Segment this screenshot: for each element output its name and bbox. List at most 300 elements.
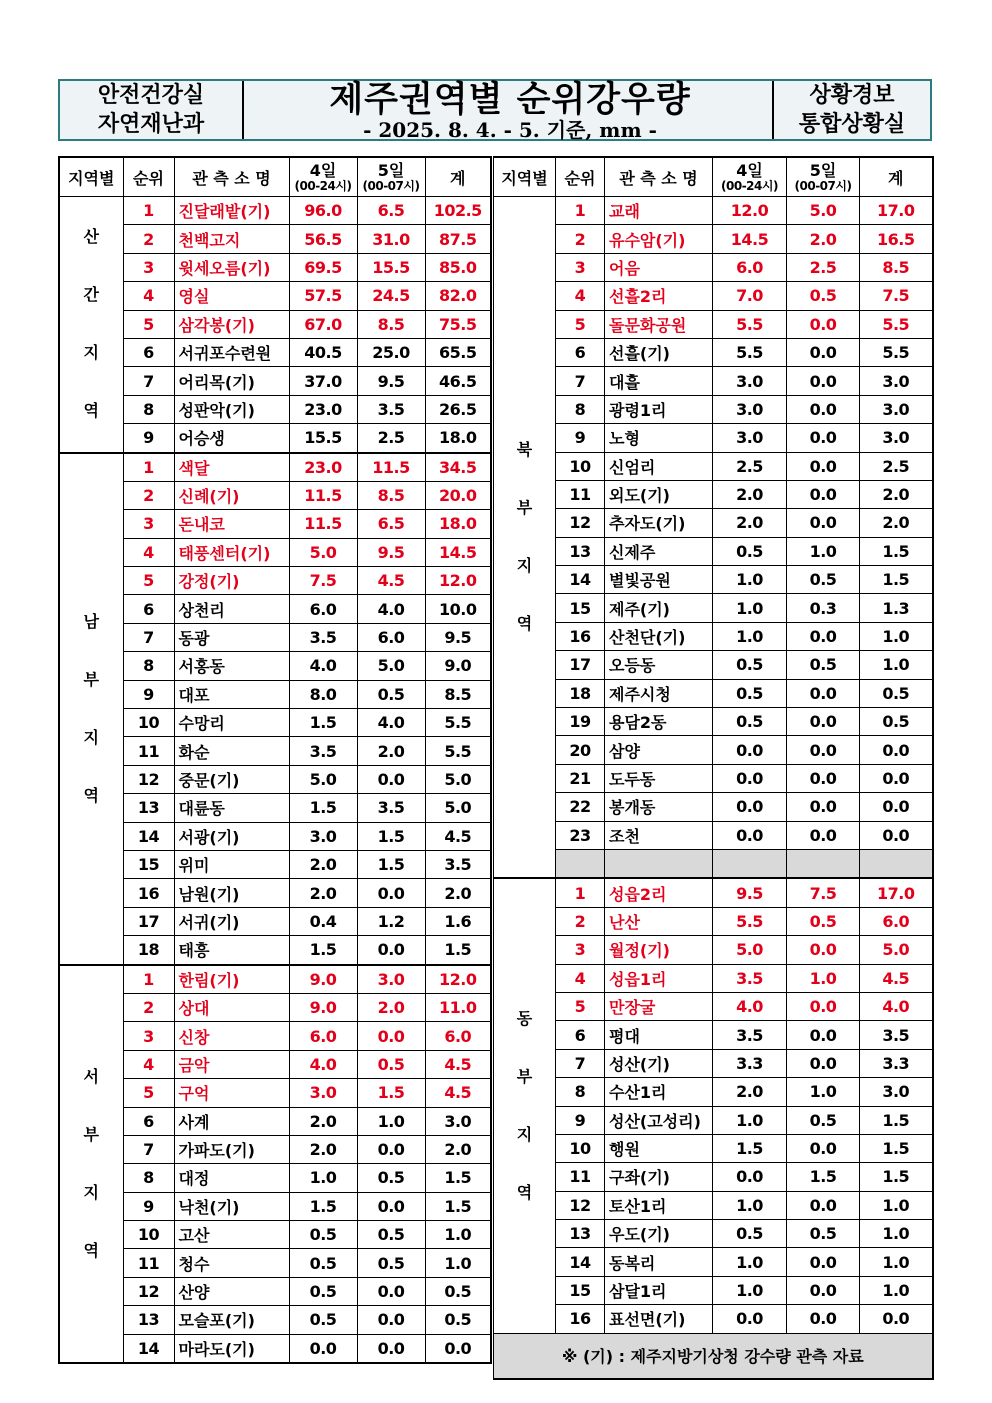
station-cell: 월정(기) bbox=[605, 936, 713, 964]
day5-cell: 0.0 bbox=[787, 1191, 860, 1219]
day4-cell: 6.0 bbox=[289, 595, 357, 623]
table-row bbox=[59, 538, 491, 566]
station-cell: 금악 bbox=[174, 1050, 289, 1078]
table-row bbox=[59, 907, 491, 935]
day4-cell: 5.5 bbox=[713, 338, 787, 366]
table-row bbox=[59, 993, 491, 1021]
table-row bbox=[59, 595, 491, 623]
total-cell: 87.5 bbox=[425, 225, 491, 253]
total-cell: 82.0 bbox=[425, 282, 491, 310]
total-cell: 0.0 bbox=[860, 764, 933, 792]
rank-cell: 16 bbox=[556, 622, 605, 650]
day5-cell: 0.0 bbox=[787, 736, 860, 764]
total-cell: 1.5 bbox=[425, 936, 491, 965]
total-cell: 3.0 bbox=[425, 1107, 491, 1135]
left-header-row bbox=[59, 157, 491, 197]
empty-cell bbox=[556, 849, 605, 878]
day5-cell: 0.0 bbox=[357, 879, 425, 907]
col-station: 관 측 소 명 bbox=[174, 157, 289, 197]
day4-cell: 5.0 bbox=[289, 538, 357, 566]
right-rainfall-table bbox=[493, 156, 934, 1380]
day4-cell: 1.0 bbox=[713, 1191, 787, 1219]
station-cell: 선흘2리 bbox=[605, 282, 713, 310]
total-cell: 1.5 bbox=[860, 566, 933, 594]
day4-cell: 1.0 bbox=[713, 622, 787, 650]
total-cell: 102.5 bbox=[425, 197, 491, 225]
day5-cell: 9.5 bbox=[357, 367, 425, 395]
rank-cell: 6 bbox=[556, 1021, 605, 1049]
total-cell: 6.0 bbox=[425, 1022, 491, 1050]
day5-cell: 0.5 bbox=[787, 566, 860, 594]
rank-cell: 7 bbox=[123, 367, 174, 395]
region-char: 역 bbox=[83, 785, 99, 805]
day5-cell: 8.5 bbox=[357, 481, 425, 509]
rank-cell: 17 bbox=[556, 651, 605, 679]
station-cell: 선흘(기) bbox=[605, 338, 713, 366]
station-cell: 남원(기) bbox=[174, 879, 289, 907]
rank-cell: 8 bbox=[556, 1078, 605, 1106]
rank-cell: 16 bbox=[123, 879, 174, 907]
day4-cell: 14.5 bbox=[713, 225, 787, 253]
station-cell: 상대 bbox=[174, 993, 289, 1021]
day4-cell: 3.0 bbox=[713, 395, 787, 423]
footnote-row bbox=[494, 1333, 933, 1379]
table-row bbox=[494, 964, 933, 992]
day4-cell: 2.0 bbox=[713, 480, 787, 508]
region-char: 지 bbox=[83, 1182, 99, 1202]
station-cell: 낙천(기) bbox=[174, 1192, 289, 1220]
table-row bbox=[494, 537, 933, 565]
station-cell: 광령1리 bbox=[605, 395, 713, 423]
day4-cell: 1.0 bbox=[713, 594, 787, 622]
day4-cell: 4.0 bbox=[713, 992, 787, 1020]
table-row bbox=[494, 424, 933, 452]
table-row bbox=[59, 338, 491, 366]
rank-cell: 7 bbox=[556, 367, 605, 395]
day5-cell: 0.0 bbox=[787, 708, 860, 736]
day4-cell: 0.0 bbox=[713, 736, 787, 764]
table-row bbox=[59, 879, 491, 907]
table-row bbox=[59, 1192, 491, 1220]
total-cell: 1.0 bbox=[860, 651, 933, 679]
office-box bbox=[772, 81, 930, 139]
rank-cell: 11 bbox=[556, 480, 605, 508]
total-cell: 10.0 bbox=[425, 595, 491, 623]
day5-cell: 6.5 bbox=[357, 510, 425, 538]
rank-cell: 1 bbox=[123, 965, 174, 994]
station-cell: 수산1리 bbox=[605, 1078, 713, 1106]
day5-cell: 7.5 bbox=[787, 878, 860, 907]
day4-cell: 0.5 bbox=[713, 679, 787, 707]
day4-cell: 3.0 bbox=[713, 367, 787, 395]
department-box bbox=[60, 81, 244, 139]
department-line1: 안전건강실 bbox=[97, 83, 205, 108]
col-rank: 순위 bbox=[123, 157, 174, 197]
rank-cell: 18 bbox=[556, 679, 605, 707]
rank-cell: 8 bbox=[123, 652, 174, 680]
rank-cell: 2 bbox=[123, 481, 174, 509]
total-cell: 18.0 bbox=[425, 424, 491, 453]
total-cell: 5.5 bbox=[425, 737, 491, 765]
region-char: 부 bbox=[516, 1067, 533, 1086]
rank-cell: 9 bbox=[556, 424, 605, 452]
day4-cell: 1.5 bbox=[289, 1192, 357, 1220]
day4-cell: 0.5 bbox=[713, 708, 787, 736]
region-char: 지 bbox=[83, 343, 99, 363]
region-label bbox=[59, 197, 123, 453]
rank-cell: 13 bbox=[556, 537, 605, 565]
total-cell: 3.5 bbox=[425, 850, 491, 878]
station-cell: 어승생 bbox=[174, 424, 289, 453]
table-row bbox=[494, 936, 933, 964]
rank-cell: 10 bbox=[556, 1134, 605, 1162]
total-cell: 0.0 bbox=[860, 1305, 933, 1333]
day4-cell: 2.0 bbox=[289, 1107, 357, 1135]
day5-cell: 4.5 bbox=[357, 567, 425, 595]
rank-cell: 14 bbox=[556, 1248, 605, 1276]
rank-cell: 12 bbox=[123, 765, 174, 793]
table-row bbox=[59, 1277, 491, 1305]
station-cell: 성산(고성리) bbox=[605, 1106, 713, 1134]
station-cell: 천백고지 bbox=[174, 225, 289, 253]
table-row bbox=[494, 310, 933, 338]
table-row bbox=[59, 737, 491, 765]
total-cell: 0.5 bbox=[425, 1306, 491, 1334]
day4-cell: 3.5 bbox=[713, 1021, 787, 1049]
day4-cell: 96.0 bbox=[289, 197, 357, 225]
table-row bbox=[59, 510, 491, 538]
table-row bbox=[494, 1305, 933, 1333]
table-row bbox=[494, 992, 933, 1020]
table-row bbox=[494, 622, 933, 650]
rank-cell: 22 bbox=[556, 793, 605, 821]
station-cell: 서광(기) bbox=[174, 822, 289, 850]
station-cell: 봉개동 bbox=[605, 793, 713, 821]
day4-cell: 11.5 bbox=[289, 510, 357, 538]
table-row bbox=[494, 509, 933, 537]
total-cell: 34.5 bbox=[425, 453, 491, 482]
day5-cell: 0.5 bbox=[787, 282, 860, 310]
table-row bbox=[494, 821, 933, 849]
rank-cell: 12 bbox=[123, 1277, 174, 1305]
station-cell: 삼양 bbox=[605, 736, 713, 764]
day5-cell: 0.0 bbox=[787, 1276, 860, 1304]
region-char: 역 bbox=[83, 1240, 99, 1260]
rank-cell: 5 bbox=[123, 310, 174, 338]
day4-cell: 2.0 bbox=[289, 850, 357, 878]
table-row bbox=[59, 794, 491, 822]
station-cell: 신례(기) bbox=[174, 481, 289, 509]
empty-cell bbox=[713, 849, 787, 878]
day5-cell: 9.5 bbox=[357, 538, 425, 566]
table-row bbox=[494, 651, 933, 679]
station-cell: 강정(기) bbox=[174, 567, 289, 595]
total-cell: 3.0 bbox=[860, 395, 933, 423]
station-cell: 용담2동 bbox=[605, 708, 713, 736]
station-cell: 구억 bbox=[174, 1079, 289, 1107]
table-row bbox=[59, 765, 491, 793]
total-cell: 1.3 bbox=[860, 594, 933, 622]
total-cell: 1.0 bbox=[860, 1220, 933, 1248]
total-cell: 0.0 bbox=[425, 1334, 491, 1363]
station-cell: 성판악(기) bbox=[174, 395, 289, 423]
day5-cell: 31.0 bbox=[357, 225, 425, 253]
table-row bbox=[494, 566, 933, 594]
station-cell: 성읍2리 bbox=[605, 878, 713, 907]
day5-cell: 0.0 bbox=[787, 367, 860, 395]
station-cell: 유수암(기) bbox=[605, 225, 713, 253]
rank-cell: 1 bbox=[123, 197, 174, 225]
day5-cell: 3.5 bbox=[357, 794, 425, 822]
day4-cell: 1.5 bbox=[289, 936, 357, 965]
region-char: 지 bbox=[516, 1125, 533, 1144]
station-cell: 모슬포(기) bbox=[174, 1306, 289, 1334]
rank-cell: 20 bbox=[556, 736, 605, 764]
day4-cell: 0.5 bbox=[289, 1221, 357, 1249]
region-char: 서 bbox=[83, 1066, 99, 1086]
station-cell: 화순 bbox=[174, 737, 289, 765]
total-cell: 5.0 bbox=[425, 794, 491, 822]
station-cell: 서귀포수련원 bbox=[174, 338, 289, 366]
station-cell: 돈내코 bbox=[174, 510, 289, 538]
day5-cell: 0.0 bbox=[787, 622, 860, 650]
rank-cell: 13 bbox=[556, 1220, 605, 1248]
day5-cell: 0.5 bbox=[357, 1221, 425, 1249]
rank-cell: 14 bbox=[123, 1334, 174, 1363]
day4-cell: 6.0 bbox=[713, 253, 787, 281]
day4-cell: 4.0 bbox=[289, 1050, 357, 1078]
day5-cell: 1.5 bbox=[357, 822, 425, 850]
day5-cell: 0.5 bbox=[357, 680, 425, 708]
total-cell: 4.5 bbox=[425, 1050, 491, 1078]
day5-cell: 5.0 bbox=[787, 197, 860, 225]
station-cell: 대정 bbox=[174, 1164, 289, 1192]
station-cell: 어음 bbox=[605, 253, 713, 281]
rank-cell: 1 bbox=[556, 878, 605, 907]
empty-row bbox=[494, 849, 933, 878]
total-cell: 1.0 bbox=[860, 1248, 933, 1276]
station-cell: 별빛공원 bbox=[605, 566, 713, 594]
day4-cell: 2.0 bbox=[713, 509, 787, 537]
table-row bbox=[59, 1306, 491, 1334]
rank-cell: 4 bbox=[123, 282, 174, 310]
rank-cell: 7 bbox=[556, 1049, 605, 1077]
table-row bbox=[59, 850, 491, 878]
total-cell: 0.0 bbox=[860, 793, 933, 821]
table-row bbox=[59, 1107, 491, 1135]
day5-cell: 11.5 bbox=[357, 453, 425, 482]
col-day5: 5일 (00-07시) bbox=[787, 157, 860, 197]
day4-cell: 2.0 bbox=[289, 879, 357, 907]
total-cell: 20.0 bbox=[425, 481, 491, 509]
rank-cell: 3 bbox=[123, 1022, 174, 1050]
rank-cell: 3 bbox=[556, 936, 605, 964]
table-row bbox=[494, 225, 933, 253]
table-row bbox=[494, 1106, 933, 1134]
col-day4: 4일 (00-24시) bbox=[713, 157, 787, 197]
rank-cell: 11 bbox=[123, 737, 174, 765]
rank-cell: 10 bbox=[556, 452, 605, 480]
rank-cell: 8 bbox=[123, 395, 174, 423]
total-cell: 1.5 bbox=[860, 537, 933, 565]
day5-cell: 8.5 bbox=[357, 310, 425, 338]
table-row bbox=[494, 679, 933, 707]
station-cell: 태풍센터(기) bbox=[174, 538, 289, 566]
rank-cell: 10 bbox=[123, 1221, 174, 1249]
station-cell: 청수 bbox=[174, 1249, 289, 1277]
station-cell: 제주시청 bbox=[605, 679, 713, 707]
region-char: 지 bbox=[83, 727, 99, 747]
day4-cell: 11.5 bbox=[289, 481, 357, 509]
station-cell: 신제주 bbox=[605, 537, 713, 565]
station-cell: 우도(기) bbox=[605, 1220, 713, 1248]
rank-cell: 23 bbox=[556, 821, 605, 849]
region-label bbox=[494, 878, 556, 1333]
day4-cell: 3.0 bbox=[289, 822, 357, 850]
table-row bbox=[59, 1164, 491, 1192]
region-label bbox=[494, 197, 556, 879]
day4-cell: 0.5 bbox=[713, 1220, 787, 1248]
rank-cell: 15 bbox=[556, 1276, 605, 1304]
day5-cell: 2.0 bbox=[787, 225, 860, 253]
day4-cell: 23.0 bbox=[289, 453, 357, 482]
total-cell: 1.0 bbox=[425, 1249, 491, 1277]
station-cell: 동복리 bbox=[605, 1248, 713, 1276]
total-cell: 26.5 bbox=[425, 395, 491, 423]
station-cell: 표선면(기) bbox=[605, 1305, 713, 1333]
total-cell: 2.0 bbox=[425, 1135, 491, 1163]
day5-cell: 0.0 bbox=[787, 821, 860, 849]
day5-cell: 1.0 bbox=[787, 964, 860, 992]
day5-cell: 0.0 bbox=[787, 679, 860, 707]
table-row bbox=[494, 338, 933, 366]
day5-cell: 0.0 bbox=[787, 1021, 860, 1049]
region-char: 북 bbox=[516, 440, 533, 460]
region-char: 역 bbox=[516, 1183, 533, 1202]
day5-cell: 0.0 bbox=[787, 452, 860, 480]
total-cell: 65.5 bbox=[425, 338, 491, 366]
table-row bbox=[494, 1163, 933, 1191]
rank-cell: 2 bbox=[123, 993, 174, 1021]
day5-cell: 1.2 bbox=[357, 907, 425, 935]
col-total: 계 bbox=[860, 157, 933, 197]
rank-cell: 14 bbox=[556, 566, 605, 594]
day4-cell: 0.5 bbox=[289, 1306, 357, 1334]
station-cell: 삼각봉(기) bbox=[174, 310, 289, 338]
day5-cell: 0.0 bbox=[787, 338, 860, 366]
table-row bbox=[494, 793, 933, 821]
col-rank: 순위 bbox=[556, 157, 605, 197]
table-row bbox=[494, 197, 933, 225]
day4-cell: 6.0 bbox=[289, 1022, 357, 1050]
table-row bbox=[59, 1135, 491, 1163]
day4-cell: 12.0 bbox=[713, 197, 787, 225]
rank-cell: 6 bbox=[123, 595, 174, 623]
table-row bbox=[59, 567, 491, 595]
station-cell: 대륜동 bbox=[174, 794, 289, 822]
total-cell: 7.5 bbox=[860, 282, 933, 310]
day5-cell: 0.0 bbox=[357, 936, 425, 965]
region-char: 부 bbox=[83, 669, 99, 689]
rank-cell: 11 bbox=[556, 1163, 605, 1191]
rank-cell: 8 bbox=[123, 1164, 174, 1192]
rank-cell: 15 bbox=[123, 850, 174, 878]
empty-cell bbox=[860, 849, 933, 878]
rank-cell: 4 bbox=[556, 964, 605, 992]
day4-cell: 5.0 bbox=[289, 765, 357, 793]
station-cell: 행원 bbox=[605, 1134, 713, 1162]
total-cell: 3.0 bbox=[860, 424, 933, 452]
station-cell: 동광 bbox=[174, 623, 289, 651]
total-cell: 5.5 bbox=[860, 338, 933, 366]
station-cell: 구좌(기) bbox=[605, 1163, 713, 1191]
station-cell: 색달 bbox=[174, 453, 289, 482]
day5-cell: 0.0 bbox=[787, 936, 860, 964]
rank-cell: 13 bbox=[123, 794, 174, 822]
day5-cell: 0.5 bbox=[357, 1164, 425, 1192]
rank-cell: 6 bbox=[123, 338, 174, 366]
day4-cell: 3.3 bbox=[713, 1049, 787, 1077]
table-row bbox=[59, 225, 491, 253]
table-row bbox=[59, 1079, 491, 1107]
day5-cell: 1.0 bbox=[787, 537, 860, 565]
day5-cell: 0.0 bbox=[787, 793, 860, 821]
day4-cell: 0.5 bbox=[713, 537, 787, 565]
day4-cell: 0.0 bbox=[713, 821, 787, 849]
day5-cell: 2.0 bbox=[357, 737, 425, 765]
rank-cell: 9 bbox=[123, 424, 174, 453]
station-cell: 오등동 bbox=[605, 651, 713, 679]
table-row bbox=[494, 1220, 933, 1248]
table-row bbox=[494, 1248, 933, 1276]
day4-cell: 8.0 bbox=[289, 680, 357, 708]
table-row bbox=[494, 594, 933, 622]
table-row bbox=[494, 367, 933, 395]
day5-cell: 0.0 bbox=[357, 765, 425, 793]
footnote: ※ (기) : 제주지방기상청 강수량 관측 자료 bbox=[494, 1333, 933, 1379]
day5-cell: 6.0 bbox=[357, 623, 425, 651]
rank-cell: 4 bbox=[123, 538, 174, 566]
day4-cell: 7.0 bbox=[713, 282, 787, 310]
day5-cell: 3.5 bbox=[357, 395, 425, 423]
total-cell: 0.0 bbox=[860, 736, 933, 764]
rank-cell: 8 bbox=[556, 395, 605, 423]
station-cell: 토산1리 bbox=[605, 1191, 713, 1219]
day4-cell: 0.0 bbox=[713, 1305, 787, 1333]
day5-cell: 4.0 bbox=[357, 709, 425, 737]
day4-cell: 2.0 bbox=[289, 1135, 357, 1163]
day5-cell: 0.5 bbox=[787, 1220, 860, 1248]
rank-cell: 2 bbox=[556, 225, 605, 253]
col-region: 지역별 bbox=[494, 157, 556, 197]
col-region: 지역별 bbox=[59, 157, 123, 197]
empty-cell bbox=[605, 849, 713, 878]
day4-cell: 0.0 bbox=[289, 1334, 357, 1363]
day5-cell: 5.0 bbox=[357, 652, 425, 680]
day4-cell: 0.5 bbox=[289, 1277, 357, 1305]
table-row bbox=[494, 1078, 933, 1106]
day4-cell: 0.5 bbox=[289, 1249, 357, 1277]
department-line2: 자연재난과 bbox=[97, 112, 205, 137]
col-day5: 5일 (00-07시) bbox=[357, 157, 425, 197]
day5-cell: 1.5 bbox=[357, 850, 425, 878]
table-row bbox=[59, 282, 491, 310]
table-row bbox=[59, 310, 491, 338]
day4-cell: 37.0 bbox=[289, 367, 357, 395]
total-cell: 2.0 bbox=[860, 480, 933, 508]
rank-cell: 5 bbox=[123, 567, 174, 595]
day4-cell: 56.5 bbox=[289, 225, 357, 253]
